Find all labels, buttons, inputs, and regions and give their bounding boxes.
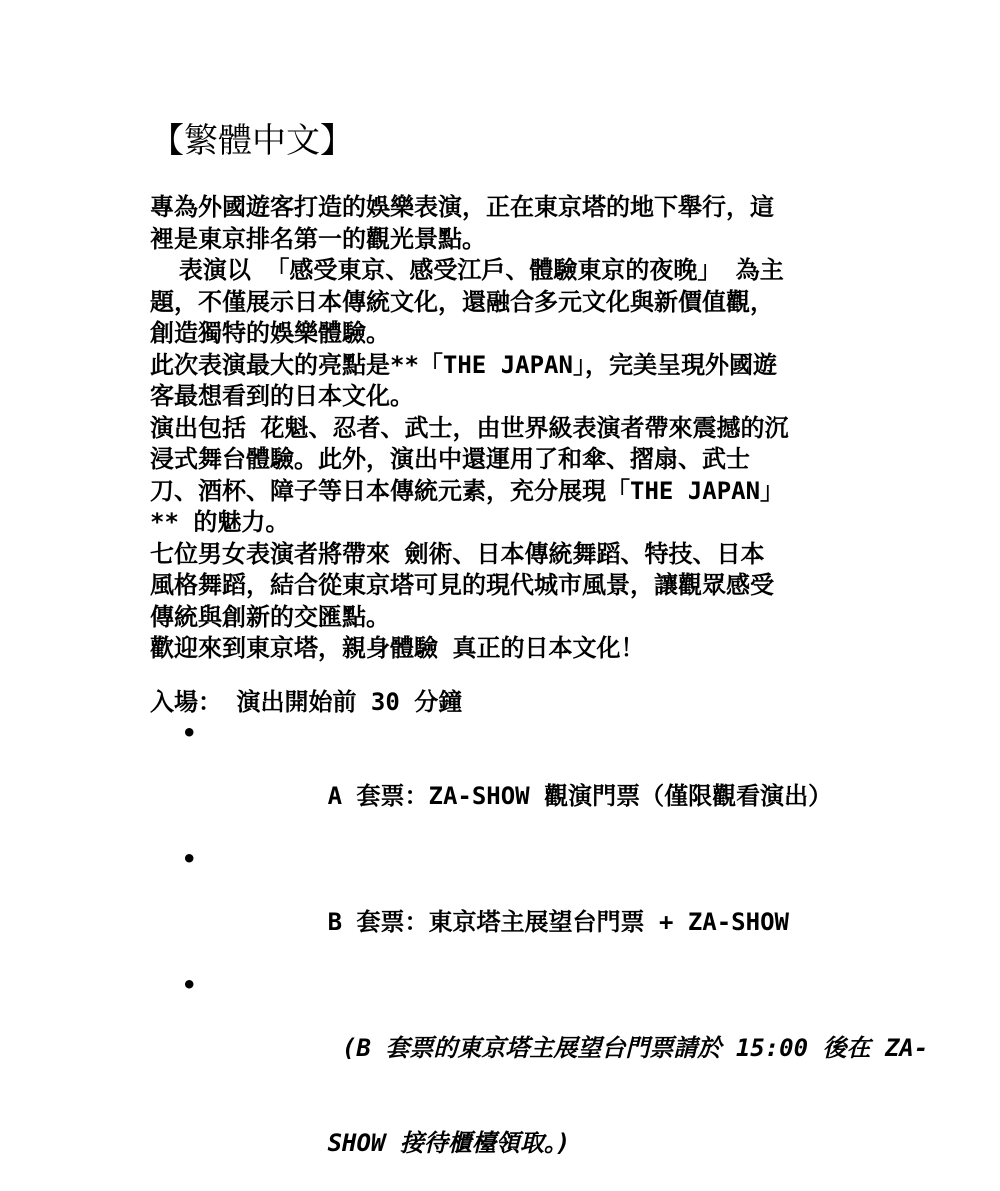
paragraph-line: 傳統與創新的交匯點。	[150, 602, 390, 631]
bullet-icon: •	[182, 845, 197, 873]
ticket-list	[150, 718, 929, 1191]
bullet-icon: •	[182, 971, 197, 999]
list-item	[150, 970, 929, 1096]
list-item	[150, 1096, 875, 1191]
list-item	[150, 844, 875, 970]
paragraph-line: 題，不僅展示日本傳統文化，還融合多元文化與新價值觀，	[150, 287, 774, 316]
document-page	[150, 118, 929, 1191]
ticket-b-text: B 套票：東京塔主展望台門票 + ZA-SHOW	[327, 908, 789, 936]
paragraph-line: ** 的魅力。	[150, 508, 290, 536]
paragraph-line: 風格舞蹈，結合從東京塔可見的現代城市風景，讓觀眾感受	[150, 571, 774, 599]
list-item	[150, 718, 875, 844]
ticket-note-continuation: SHOW 接待櫃檯領取。)	[327, 1128, 571, 1157]
paragraph-line: 刀、酒杯、障子等日本傳統元素，充分展現「THE JAPAN」	[150, 476, 785, 505]
paragraph-line: 客最想看到的日本文化。	[150, 382, 414, 410]
description-body	[150, 192, 929, 1191]
paragraph-line: 演出包括 花魁、忍者、武士，由世界級表演者帶來震撼的沉	[150, 413, 789, 442]
paragraph-line: 浸式舞台體驗。此外，演出中還運用了和傘、摺扇、武士	[150, 445, 750, 473]
section-spacer	[150, 665, 875, 687]
paragraph-line: 裡是東京排名第一的觀光景點。	[150, 224, 486, 253]
bullet-icon: •	[182, 719, 197, 747]
ticket-a-text: A 套票：ZA-SHOW 觀演門票（僅限觀看演出）	[327, 782, 833, 810]
paragraph-line: 歡迎來到東京塔，親身體驗 真正的日本文化！	[150, 634, 645, 662]
entry-label: 入場： 演出開始前 30 分鐘	[150, 687, 463, 716]
language-heading: 【繁體中文】	[150, 121, 354, 161]
paragraph-line: 七位男女表演者將帶來 劍術、日本傳統舞蹈、特技、日本	[150, 539, 765, 568]
paragraph-line: 表演以 「感受東京、感受江戶、體驗東京的夜晚」 為主	[150, 256, 784, 284]
ticket-note-text: (B 套票的東京塔主展望台門票請於 15:00 後在 ZA-	[327, 1034, 929, 1062]
paragraph-line: 創造獨特的娛樂體驗。	[150, 319, 390, 347]
paragraph-line: 此次表演最大的亮點是**「THE JAPAN」，完美呈現外國遊	[150, 350, 777, 379]
paragraph-line: 專為外國遊客打造的娛樂表演，正在東京塔的地下舉行，這	[150, 193, 774, 221]
